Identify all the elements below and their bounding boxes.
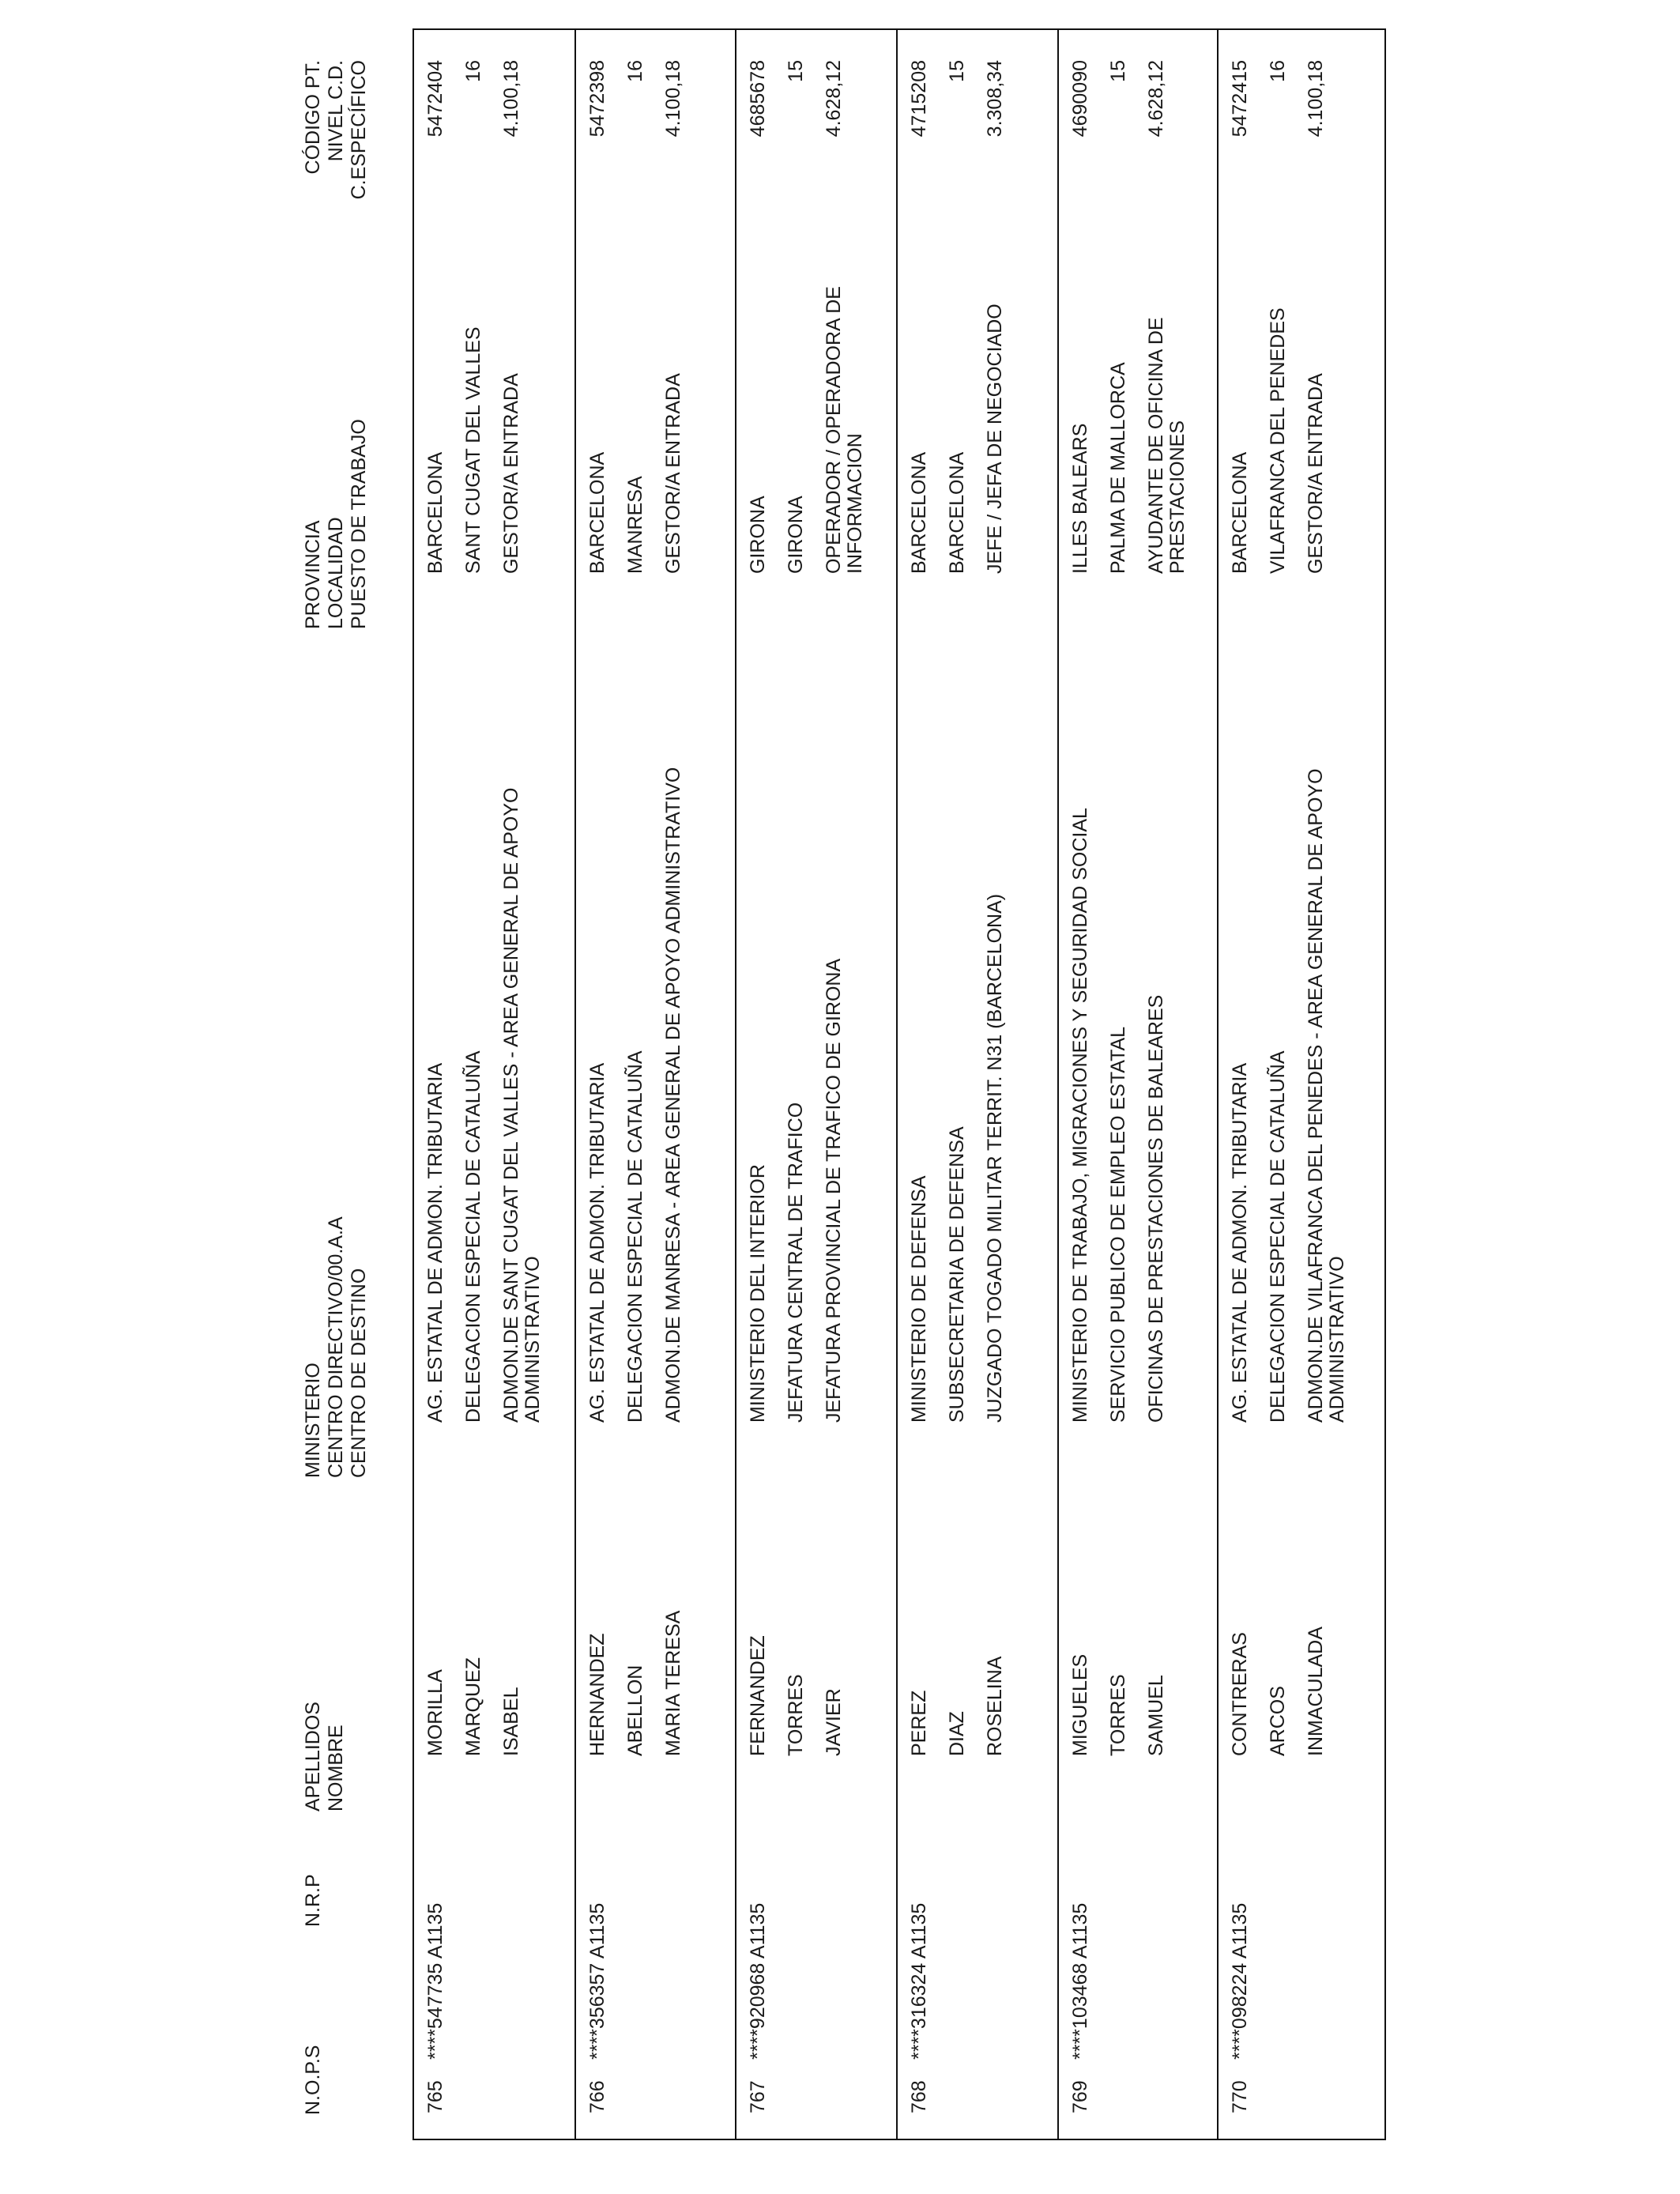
row-apellido2: ABELLON (624, 1664, 646, 1756)
header-provincia-label: PROVINCIA (302, 520, 324, 629)
row-localidad: VILAFRANCA DEL PENEDES (1267, 307, 1289, 574)
row-especifico: 4.628,12 (1145, 60, 1167, 138)
row-ministerio: AG. ESTATAL DE ADMON. TRIBUTARIA (424, 1062, 446, 1423)
row-apellido1: CONTRERAS (1229, 1632, 1251, 1756)
row-apellido1: MORILLA (424, 1669, 446, 1756)
header-centro-directivo-label: CENTRO DIRECTIVO/00.A.A (325, 1216, 347, 1478)
row-centro-directivo: DELEGACION ESPECIAL DE CATALUÑA (1267, 1050, 1289, 1423)
row-codigo: 5472404 (424, 60, 446, 138)
row-nrp: ****356357 A1135 (586, 1902, 608, 2060)
row-nops: 766 (586, 2080, 608, 2113)
row-codigo: 5472398 (586, 60, 608, 138)
row-provincia: BARCELONA (1229, 451, 1251, 574)
row-apellido2: TORRES (1107, 1674, 1129, 1756)
header-puesto-label: PUESTO DE TRABAJO (348, 419, 370, 629)
row-localidad: MANRESA (624, 476, 646, 574)
row-centro-directivo: SERVICIO PUBLICO DE EMPLEO ESTATAL (1107, 1026, 1129, 1423)
row-especifico: 4.100,18 (1305, 60, 1327, 138)
header-ministerio-label: MINISTERIO (302, 1363, 324, 1478)
row-codigo: 4690090 (1069, 60, 1091, 138)
header-nops-label: N.O.P.S (302, 2045, 324, 2115)
row-nrp: ****547735 A1135 (424, 1902, 446, 2060)
row-codigo: 4715208 (908, 60, 930, 138)
row-nops: 769 (1069, 2080, 1091, 2113)
header-especifico-label: C.ESPECÍFICO (348, 60, 370, 200)
header-nivel-label: NIVEL C.D. (325, 60, 347, 162)
table-row (1217, 30, 1378, 2139)
row-nops: 767 (747, 2080, 769, 2113)
table-row (896, 30, 1057, 2139)
row-puesto: GESTOR/A ENTRADA (662, 373, 684, 574)
row-provincia: ILLES BALEARS (1069, 423, 1091, 574)
row-nrp: ****103468 A1135 (1069, 1902, 1091, 2060)
row-especifico: 3.308,34 (984, 60, 1006, 138)
row-ministerio: MINISTERIO DE DEFENSA (908, 1175, 930, 1423)
row-puesto: OPERADOR / OPERADORA DE INFORMACION (823, 286, 866, 574)
row-provincia: BARCELONA (908, 451, 930, 574)
row-nivel: 16 (462, 60, 484, 82)
row-centro-directivo: JEFATURA CENTRAL DE TRAFICO (785, 1102, 807, 1423)
table-row (1057, 30, 1219, 2139)
row-puesto: AYUDANTE DE OFICINA DE PRESTACIONES (1145, 317, 1188, 574)
row-puesto: JEFE / JEFA DE NEGOCIADO (984, 303, 1006, 574)
header-nrp-label: N.R.P (302, 1874, 324, 1927)
row-nombre: ISABEL (500, 1687, 522, 1756)
header-apellidos (302, 1702, 348, 1811)
header-apellidos-label: APELLIDOS (302, 1702, 324, 1811)
row-puesto: GESTOR/A ENTRADA (500, 373, 522, 574)
row-localidad: BARCELONA (946, 451, 968, 574)
row-nivel: 15 (946, 60, 968, 82)
row-apellido2: ARCOS (1267, 1686, 1289, 1756)
row-nops: 770 (1229, 2080, 1251, 2113)
row-codigo: 4685678 (747, 60, 769, 138)
header-ministerio (302, 1216, 371, 1478)
row-ministerio: MINISTERIO DEL INTERIOR (747, 1164, 769, 1423)
row-apellido1: PEREZ (908, 1690, 930, 1756)
row-centro-directivo: SUBSECRETARIA DE DEFENSA (946, 1126, 968, 1423)
row-centro-destino: JUZGADO TOGADO MILITAR TERRIT. N31 (BARCELONA) (984, 893, 1006, 1423)
row-nombre: JAVIER (823, 1688, 845, 1756)
row-centro-directivo: DELEGACION ESPECIAL DE CATALUÑA (462, 1050, 484, 1423)
header-provincia (302, 419, 371, 629)
row-codigo: 5472415 (1229, 60, 1251, 138)
row-apellido1: FERNANDEZ (747, 1635, 769, 1756)
row-nrp: ****920968 A1135 (747, 1902, 769, 2060)
row-centro-destino: JEFATURA PROVINCIAL DE TRAFICO DE GIRONA (823, 958, 845, 1423)
header-nrp (302, 1874, 325, 1927)
row-especifico: 4.628,12 (823, 60, 845, 138)
header-nombre-label: NOMBRE (325, 1725, 347, 1811)
row-localidad: PALMA DE MALLORCA (1107, 362, 1129, 574)
row-puesto: GESTOR/A ENTRADA (1305, 373, 1327, 574)
row-nrp: ****316324 A1135 (908, 1902, 930, 2060)
row-nops: 765 (424, 2080, 446, 2113)
row-nivel: 15 (1107, 60, 1129, 82)
row-provincia: GIRONA (747, 496, 769, 574)
row-apellido1: MIGUELES (1069, 1653, 1091, 1756)
header-nops (302, 2045, 325, 2115)
table-row (735, 30, 896, 2139)
row-nivel: 16 (1267, 60, 1289, 82)
row-centro-destino: ADMON.DE VILAFRANCA DEL PENEDES - AREA GENERAL DE APOYO ADMINISTRATIVO (1305, 768, 1348, 1423)
row-nivel: 16 (624, 60, 646, 82)
row-nombre: INMACULADA (1305, 1627, 1327, 1756)
header-codigo (302, 60, 371, 242)
header-centro-destino-label: CENTRO DE DESTINO (348, 1268, 370, 1478)
row-centro-directivo: DELEGACION ESPECIAL DE CATALUÑA (624, 1050, 646, 1423)
row-localidad: SANT CUGAT DEL VALLES (462, 326, 484, 574)
data-table (412, 28, 1386, 2140)
row-nivel: 15 (785, 60, 807, 82)
row-especifico: 4.100,18 (500, 60, 522, 138)
row-nops: 768 (908, 2080, 930, 2113)
row-ministerio: AG. ESTATAL DE ADMON. TRIBUTARIA (586, 1062, 608, 1423)
header-codigo-label: CÓDIGO PT. (302, 60, 324, 175)
row-centro-destino: ADMON.DE SANT CUGAT DEL VALLES - AREA GENERAL DE APOYO ADMINISTRATIVO (500, 787, 544, 1423)
row-apellido2: TORRES (785, 1674, 807, 1756)
table-row (414, 30, 574, 2139)
row-provincia: BARCELONA (586, 451, 608, 574)
row-nombre: ROSELINA (984, 1656, 1006, 1756)
row-localidad: GIRONA (785, 496, 807, 574)
row-provincia: BARCELONA (424, 451, 446, 574)
row-nombre: MARIA TERESA (662, 1610, 684, 1756)
header-localidad-label: LOCALIDAD (325, 517, 347, 629)
row-especifico: 4.100,18 (662, 60, 684, 138)
row-nombre: SAMUEL (1145, 1675, 1167, 1756)
row-ministerio: MINISTERIO DE TRABAJO, MIGRACIONES Y SEGURIDAD SOCIAL (1069, 808, 1091, 1423)
row-centro-destino: OFICINAS DE PRESTACIONES DE BALEARES (1145, 994, 1167, 1423)
row-centro-destino: ADMON.DE MANRESA - AREA GENERAL DE APOYO ADMINISTRATIVO (662, 767, 684, 1423)
row-apellido1: HERNANDEZ (586, 1633, 608, 1756)
row-nrp: ****098224 A1135 (1229, 1902, 1251, 2060)
row-apellido2: MARQUEZ (462, 1657, 484, 1756)
row-ministerio: AG. ESTATAL DE ADMON. TRIBUTARIA (1229, 1062, 1251, 1423)
row-apellido2: DIAZ (946, 1711, 968, 1756)
table-row (574, 30, 736, 2139)
